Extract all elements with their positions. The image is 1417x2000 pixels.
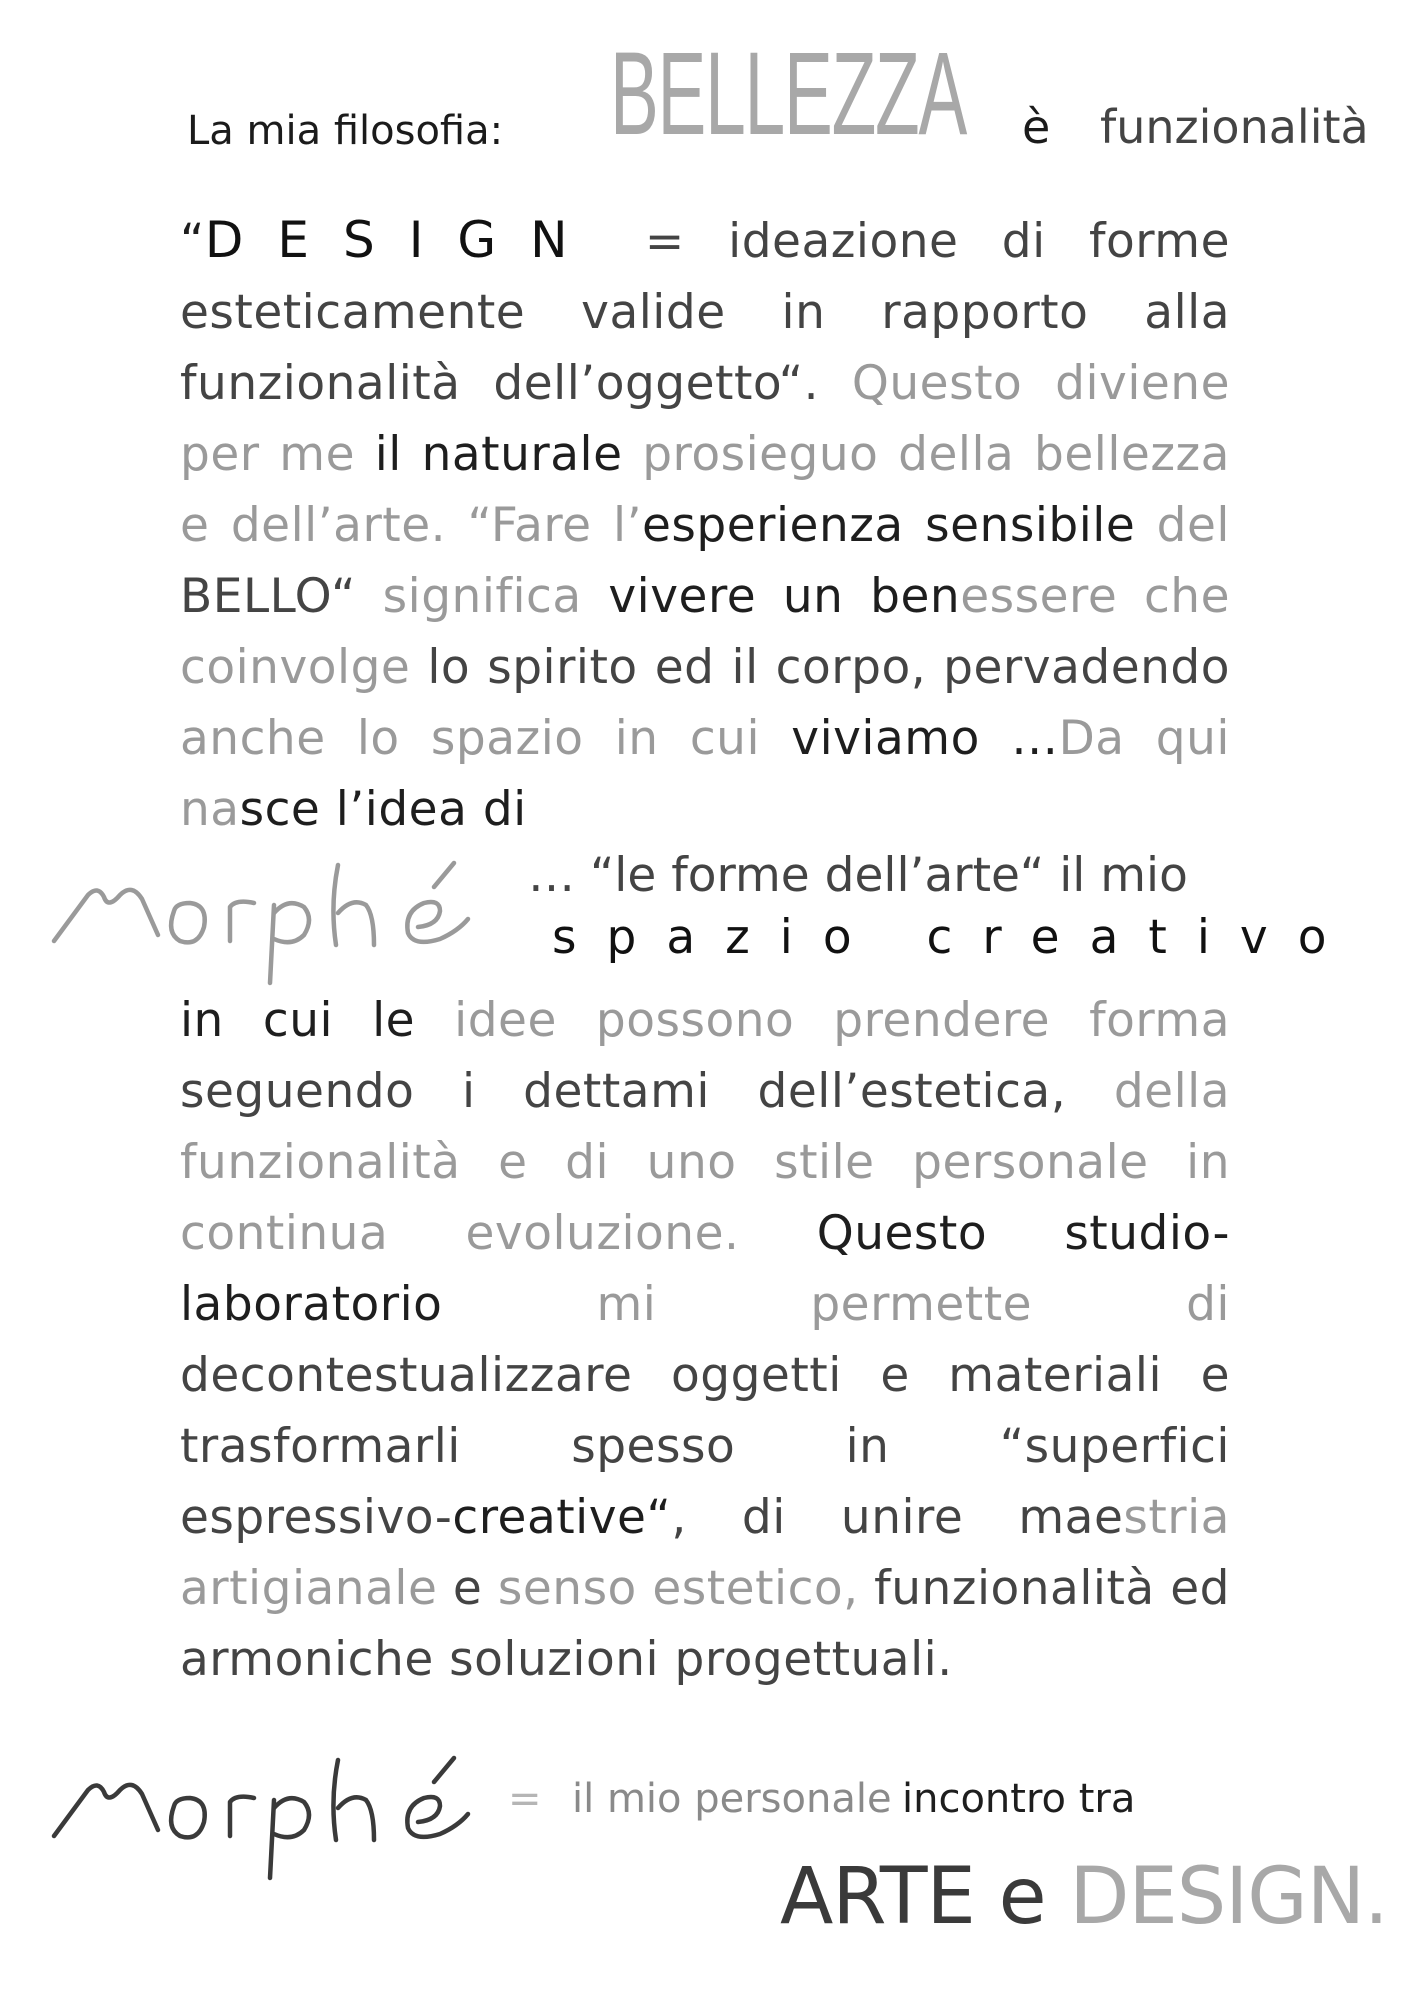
text-span: esperienza sensibile xyxy=(642,498,1136,553)
tagline-label: La mia filosofia: xyxy=(187,108,504,154)
footer-equals: = xyxy=(508,1776,542,1822)
text-span: creative“ xyxy=(452,1490,672,1545)
text-span: e xyxy=(437,1561,498,1616)
footer-arte-design xyxy=(780,1852,1388,1942)
equals-sign: = xyxy=(601,214,729,269)
text-span: significa xyxy=(355,569,609,624)
tagline-verb: è xyxy=(1022,100,1051,154)
text-span: vivere un ben xyxy=(608,569,961,624)
text-span: Questo diviene per me xyxy=(180,356,1230,482)
text-span: Da qui na xyxy=(180,711,1230,837)
text-span: ideazione di forme esteticamente valide in rapporto alla xyxy=(180,214,1230,340)
text-span: prosieguo della bellezza e dell’arte. “Fare l’ xyxy=(180,427,1230,553)
text-span: idee possono prendere forma xyxy=(415,993,1231,1048)
text-span: stria artigianale xyxy=(180,1490,1230,1616)
text-span: decontestualizzare oggetti e materiali e trasformarli spesso in “superfici espressivo- xyxy=(180,1348,1230,1545)
forme-arte-line: … “le forme dell’arte“ il mio xyxy=(528,848,1188,903)
text-span: funzionalità ed armoniche soluzioni progettuali. xyxy=(180,1561,1230,1687)
tagline-keyword: BELLEZZA xyxy=(610,28,967,160)
text-span: il naturale xyxy=(374,427,623,482)
text-span: , di unire mae xyxy=(671,1490,1124,1545)
text-span: essere che coinvolge xyxy=(180,569,1230,695)
text-span: mi permette di xyxy=(442,1277,1230,1332)
text-span: anche lo spazio in cui xyxy=(180,711,792,766)
morphe-logo-footer xyxy=(48,1740,508,1894)
arte-e-word: ARTE e xyxy=(780,1852,1046,1942)
text-span: della funzionalità e di uno stile personale in continua evoluzione. xyxy=(180,1064,1230,1261)
design-word-footer: DESIGN. xyxy=(1069,1852,1388,1942)
philosophy-paragraph xyxy=(180,205,1230,845)
spazio-creativo-line: spazio creativo xyxy=(552,910,1357,965)
text-span: Questo studio-laboratorio xyxy=(180,1206,1230,1332)
text-span: in cui le xyxy=(180,993,416,1048)
text-span: lo spirito ed il corpo, pervadendo xyxy=(427,640,1230,695)
quote-mark: “ xyxy=(180,214,205,269)
studio-paragraph xyxy=(180,985,1230,1695)
footer-tail-text: incontro tra xyxy=(902,1776,1136,1822)
morphe-logo xyxy=(48,845,508,999)
text-span: del xyxy=(1135,498,1230,553)
text-span: senso estetico, xyxy=(497,1561,859,1616)
morphe-logo-footer-art xyxy=(48,1740,508,1890)
design-word: DESIGN xyxy=(204,211,602,269)
text-span: viviamo … xyxy=(791,711,1059,766)
text-span: funzionalità dell’oggetto“. xyxy=(180,356,820,411)
text-span: sce l’idea di xyxy=(239,782,527,837)
text-span: BELLO“ xyxy=(180,569,356,624)
footer-mid-text: il mio personale xyxy=(572,1776,892,1822)
tagline-rest: funzionalità xyxy=(1100,100,1369,154)
morphe-logo-art xyxy=(48,845,508,995)
text-span: seguendo i dettami dell’estetica, xyxy=(180,1064,1067,1119)
